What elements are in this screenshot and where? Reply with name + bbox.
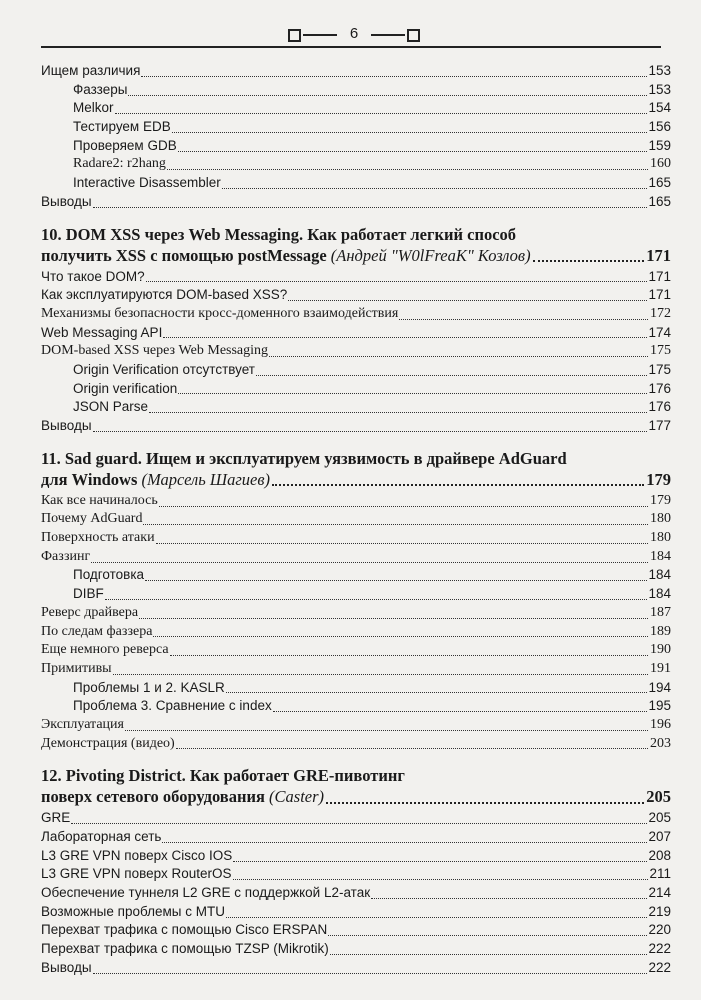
toc-entry[interactable] <box>41 903 671 922</box>
toc-entry[interactable] <box>41 155 671 174</box>
toc-entry-title: GRE <box>41 810 71 826</box>
dot-leader <box>226 917 648 918</box>
toc-entry[interactable] <box>41 884 671 903</box>
toc-entry[interactable] <box>41 81 671 100</box>
toc-entry[interactable] <box>41 305 671 324</box>
toc-entry-page: 189 <box>650 623 671 639</box>
ornament-right-line <box>371 34 405 36</box>
toc-entry-title: Выводы <box>41 418 92 433</box>
dot-leader <box>256 375 647 376</box>
toc-entry[interactable] <box>41 623 671 642</box>
toc-entry-page: 184 <box>648 586 671 602</box>
toc-entry[interactable] <box>41 735 671 754</box>
toc-entry-title: Фаззинг <box>41 548 91 564</box>
toc-entry-page: 208 <box>648 847 671 863</box>
toc-entry[interactable] <box>41 174 671 193</box>
dot-leader <box>139 618 648 619</box>
toc-entry-page: 220 <box>648 922 671 938</box>
toc-entry-title: Механизмы безопасности кросс-доменного взаимодействия <box>41 305 399 321</box>
chapter-title-text: поверх сетевого оборудования <box>41 787 265 807</box>
toc-entry-page: 175 <box>650 343 671 359</box>
dot-leader <box>328 935 647 936</box>
chapter-author: (Caster) <box>264 787 325 807</box>
ornament-right-box <box>407 29 420 42</box>
toc-entry-page: 174 <box>648 324 671 340</box>
toc-entry[interactable] <box>41 268 671 287</box>
toc-entry-title: Реверс драйвера <box>41 604 139 620</box>
dot-leader <box>105 599 648 600</box>
chapter-page: 179 <box>646 469 671 489</box>
toc-entry-title: Перехват трафика с помощью Cisco ERSPAN <box>41 922 328 938</box>
toc-entry-page: 176 <box>648 380 671 396</box>
toc-entry-title: Возможные проблемы с MTU <box>41 903 225 919</box>
dot-leader <box>93 973 648 974</box>
toc-entry-title: Interactive Disassembler <box>73 175 221 191</box>
toc-entry-title: L3 GRE VPN поверх RouterOS <box>41 866 232 882</box>
dot-leader <box>153 636 648 637</box>
dot-leader <box>115 113 648 114</box>
chapter-title-line: 11. Sad guard. Ищем и эксплуатируем уязвимость в драйвере AdGuard <box>41 448 567 468</box>
toc-entry[interactable] <box>41 137 671 156</box>
chapter-author: (Андрей "W0lFreaK" Козлов) <box>326 245 531 265</box>
toc-entry[interactable] <box>41 492 671 511</box>
toc-entry[interactable] <box>41 679 671 698</box>
toc-entry-page: 191 <box>650 660 671 676</box>
toc-entry-page: 165 <box>648 193 671 209</box>
toc-entry-title: Еще немного реверса <box>41 642 169 658</box>
dot-leader <box>178 151 648 152</box>
toc-entry-title: Фаззеры <box>73 81 128 97</box>
dot-leader <box>113 674 648 675</box>
dot-leader <box>91 562 648 563</box>
toc-entry[interactable] <box>41 697 671 716</box>
toc-entry-title: Проверяем GDB <box>73 137 177 153</box>
toc-entry-title: DOM-based XSS через Web Messaging <box>41 343 269 359</box>
toc-entry-page: 195 <box>648 698 671 714</box>
chapter-title-text: получить XSS с помощью postMessage <box>41 245 327 265</box>
toc-entry[interactable] <box>41 62 671 81</box>
toc-entry-title: L3 GRE VPN поверх Cisco IOS <box>41 847 233 863</box>
toc-entry-title: JSON Parse <box>73 399 149 415</box>
dot-leader <box>226 692 648 693</box>
page-header <box>0 18 701 54</box>
chapter-page: 205 <box>646 787 671 807</box>
toc-entry[interactable] <box>41 193 671 212</box>
dot-leader <box>399 319 648 320</box>
dot-leader <box>163 337 647 338</box>
toc-entry[interactable] <box>41 548 671 567</box>
chapter-title-line: 10. DOM XSS через Web Messaging. Как работает легкий способ <box>41 224 517 244</box>
toc-entry[interactable] <box>41 959 671 978</box>
dot-leader <box>273 711 648 712</box>
toc-entry-page: 171 <box>648 268 671 284</box>
toc-entry[interactable] <box>41 865 671 884</box>
toc-entry-page: 214 <box>648 885 671 901</box>
dot-leader <box>128 95 647 96</box>
toc-entry-title: Выводы <box>41 959 92 975</box>
toc-entry-page: 175 <box>648 361 671 377</box>
toc-entry-title: Radare2: r2hang <box>73 156 166 172</box>
toc-entry-title: Проблема 3. Сравнение с index <box>73 698 272 714</box>
dot-leader <box>156 543 648 544</box>
chapter-author: (Марсель Шагиев) <box>137 469 270 489</box>
table-of-contents <box>41 62 671 978</box>
header-rule <box>41 46 661 48</box>
toc-entry[interactable] <box>41 99 671 118</box>
toc-entry-page: 211 <box>649 866 671 882</box>
toc-entry-title: Почему AdGuard <box>41 511 143 527</box>
dot-leader <box>125 730 648 731</box>
dot-leader <box>93 207 648 208</box>
toc-entry-page: 176 <box>648 399 671 415</box>
toc-entry-title: Перехват трафика с помощью TZSP (Mikrotik) <box>41 941 329 957</box>
dot-leader <box>272 484 644 486</box>
toc-entry-page: 187 <box>650 604 671 620</box>
ornament-left-line <box>303 34 337 36</box>
dot-leader <box>288 300 647 301</box>
dot-leader <box>176 748 648 749</box>
toc-entry[interactable] <box>41 529 671 548</box>
toc-entry-page: 159 <box>648 137 671 153</box>
dot-leader <box>143 524 648 525</box>
toc-entry[interactable] <box>41 361 671 380</box>
toc-entry-title: Лабораторная сеть <box>41 829 162 844</box>
toc-entry[interactable] <box>41 847 671 866</box>
toc-entry-title: Проблемы 1 и 2. KASLR <box>73 679 225 695</box>
toc-entry-page: 207 <box>648 829 671 844</box>
toc-entry-title: Обеспечение туннеля L2 GRE с поддержкой L2-атак <box>41 885 371 901</box>
chapter-page: 171 <box>646 245 671 265</box>
toc-entry-page: 184 <box>648 567 671 583</box>
toc-entry[interactable] <box>41 604 671 623</box>
dot-leader <box>233 861 647 862</box>
dot-leader <box>141 76 647 77</box>
toc-entry-title: Подготовка <box>73 567 145 583</box>
toc-entry-title: Выводы <box>41 193 92 209</box>
chapter-heading[interactable] <box>41 224 671 266</box>
toc-entry-page: 179 <box>650 492 671 508</box>
toc-entry-page: 160 <box>650 156 671 172</box>
chapter-title-last-line <box>41 245 671 266</box>
toc-entry-title: Тестируем EDB <box>73 119 171 135</box>
toc-entry-page: 171 <box>648 287 671 303</box>
dot-leader <box>172 132 648 133</box>
dot-leader <box>146 281 648 282</box>
dot-leader <box>162 842 647 843</box>
toc-entry-title: DIBF <box>73 586 104 602</box>
chapter-title-line: 12. Pivoting District. Как работает GRE-пивотинг <box>41 766 405 786</box>
toc-entry-page: 165 <box>648 175 671 191</box>
toc-entry-page: 156 <box>648 119 671 135</box>
toc-entry[interactable] <box>41 324 671 343</box>
toc-entry-page: 205 <box>648 810 671 826</box>
toc-entry-title: По следам фаззера <box>41 623 153 639</box>
toc-entry-page: 177 <box>648 418 671 433</box>
chapter-heading[interactable] <box>41 765 671 807</box>
toc-entry-page: 222 <box>648 941 671 957</box>
dot-leader <box>371 898 647 899</box>
toc-entry[interactable] <box>41 828 671 847</box>
toc-entry[interactable] <box>41 380 671 399</box>
dot-leader <box>149 412 647 413</box>
toc-entry-title: Как эксплуатируются DOM-based XSS? <box>41 287 288 303</box>
toc-entry-page: 180 <box>650 530 671 546</box>
toc-entry-page: 222 <box>648 959 671 975</box>
toc-entry[interactable] <box>41 809 671 828</box>
toc-entry-title: Origin Verification отсутствует <box>73 361 255 377</box>
dot-leader <box>326 802 644 804</box>
dot-leader <box>222 188 648 189</box>
toc-entry-page: 180 <box>650 511 671 527</box>
toc-entry-title: Примитивы <box>41 660 112 676</box>
chapter-heading[interactable] <box>41 448 671 490</box>
dot-leader <box>167 169 648 170</box>
ornament-left-box <box>288 29 301 42</box>
toc-entry-title: Melkor <box>73 100 114 116</box>
toc-entry-page: 219 <box>648 903 671 919</box>
dot-leader <box>170 655 648 656</box>
toc-entry[interactable] <box>41 660 671 679</box>
toc-entry[interactable] <box>41 921 671 940</box>
toc-entry-page: 172 <box>650 305 671 321</box>
toc-entry-title: Origin verification <box>73 380 178 396</box>
toc-entry[interactable] <box>41 286 671 305</box>
dot-leader <box>159 506 648 507</box>
dot-leader <box>178 393 647 394</box>
toc-entry-title: Что такое DOM? <box>41 268 145 284</box>
dot-leader <box>145 580 647 581</box>
toc-entry-title: Демонстрация (видео) <box>41 735 175 751</box>
toc-entry-title: Поверхность атаки <box>41 530 155 546</box>
toc-entry-page: 203 <box>650 735 671 751</box>
dot-leader <box>71 823 647 824</box>
chapter-title-text: для Windows <box>41 469 138 489</box>
toc-entry[interactable] <box>41 398 671 417</box>
toc-entry[interactable] <box>41 342 671 361</box>
toc-entry[interactable] <box>41 510 671 529</box>
toc-entry-page: 154 <box>648 100 671 116</box>
toc-entry-title: Ищем различия <box>41 63 141 78</box>
toc-entry-page: 153 <box>648 63 671 78</box>
toc-entry[interactable] <box>41 118 671 137</box>
toc-entry-page: 190 <box>650 642 671 658</box>
dot-leader <box>93 431 648 432</box>
toc-entry-page: 196 <box>650 716 671 732</box>
dot-leader <box>330 954 648 955</box>
toc-entry[interactable] <box>41 940 671 959</box>
toc-entry-title: Эксплуатация <box>41 716 124 732</box>
toc-entry-title: Как все начиналось <box>41 492 158 508</box>
toc-entry[interactable] <box>41 417 671 436</box>
toc-entry[interactable] <box>41 585 671 604</box>
dot-leader <box>533 260 645 262</box>
toc-entry[interactable] <box>41 566 671 585</box>
page-number: 6 <box>341 24 367 44</box>
chapter-title-last-line <box>41 786 671 807</box>
chapter-title-last-line <box>41 469 671 490</box>
dot-leader <box>269 356 648 357</box>
toc-entry-title: Web Messaging API <box>41 324 163 340</box>
dot-leader <box>233 879 648 880</box>
toc-entry-page: 184 <box>650 548 671 564</box>
toc-entry[interactable] <box>41 641 671 660</box>
toc-entry-page: 153 <box>648 81 671 97</box>
toc-entry-page: 194 <box>648 679 671 695</box>
toc-entry[interactable] <box>41 716 671 735</box>
